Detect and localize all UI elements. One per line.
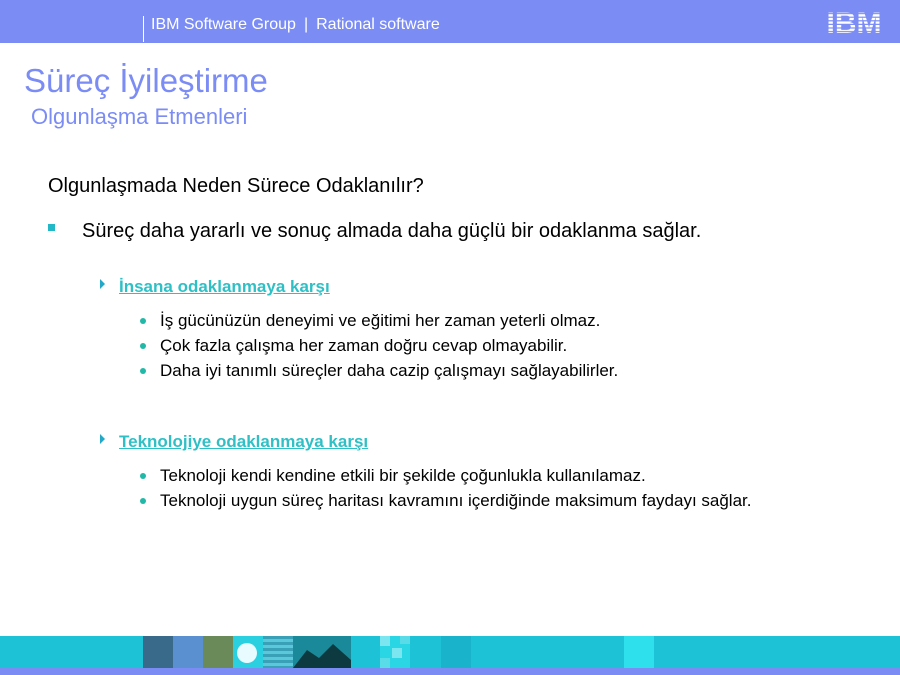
triangle-bullet-icon: [100, 434, 105, 444]
question-text: Olgunlaşmada Neden Sürece Odaklanılır?: [48, 175, 424, 197]
header-product: Rational software: [316, 16, 440, 33]
pixel-pattern-icon: [380, 636, 410, 668]
mountain-icon: [293, 636, 351, 668]
list-item-text: Teknoloji kendi kendine etkili bir şekilde çoğunlukla kullanılamaz.: [160, 466, 646, 485]
ibm-logo: [822, 7, 886, 36]
triangle-bullet-icon: [100, 279, 105, 289]
ibm-logo-text: IBM: [826, 7, 882, 36]
list-item-text: Çok fazla çalışma her zaman doğru cevap olmayabilir.: [160, 336, 568, 355]
header-group: IBM Software Group: [151, 16, 296, 33]
footer-photo-tile: [203, 636, 233, 668]
list-item: [140, 336, 820, 356]
dot-bullet-icon: [140, 318, 146, 324]
section-heading-human: [100, 277, 340, 297]
section-link-technology[interactable]: Teknolojiye odaklanmaya karşı: [119, 432, 369, 451]
slide-subtitle: Olgunlaşma Etmenleri: [31, 104, 248, 129]
dot-bullet-icon: [140, 368, 146, 374]
list-item: [140, 466, 820, 486]
dot-bullet-icon: [140, 343, 146, 349]
footer-photo-tile: [143, 636, 173, 668]
list-item-text: İş gücünüzün deneyimi ve eğitimi her zaman yeterli olmaz.: [160, 311, 601, 330]
footer-photo-tile: [263, 636, 293, 668]
section-list-technology: [140, 466, 820, 516]
list-item: [140, 361, 820, 381]
square-bullet-icon: [48, 224, 55, 231]
footer-base: [0, 668, 900, 675]
list-item-text: Teknoloji uygun süreç haritası kavramını içerdiğinde maksimum faydayı sağlar.: [160, 491, 752, 510]
list-item-text: Daha iyi tanımlı süreçler daha cazip çalışmayı sağlayabilirler.: [160, 361, 619, 380]
footer-photo-tile: [441, 636, 471, 668]
footer-photo-tile: [173, 636, 203, 668]
slide-title: Süreç İyileştirme: [24, 62, 268, 99]
footer-photo-tile: [233, 636, 263, 668]
header-separator: |: [303, 16, 309, 33]
header-bar: [0, 0, 900, 43]
header-text: [151, 16, 440, 34]
footer-photo-tile: [380, 636, 410, 668]
header-divider: [143, 16, 144, 42]
section-heading-technology: [100, 432, 368, 452]
dot-bullet-icon: [140, 498, 146, 504]
footer-photo-tile: [624, 636, 654, 668]
list-item: [140, 311, 820, 331]
footer-photo-tile: [293, 636, 351, 668]
section-list-human: [140, 311, 820, 386]
section-link-human[interactable]: İnsana odaklanmaya karşı: [119, 277, 330, 296]
main-bullet-text: Süreç daha yararlı ve sonuç almada daha güçlü bir odaklanma sağlar.: [82, 220, 702, 242]
list-item: [140, 491, 820, 511]
circle-icon: [233, 636, 263, 668]
dot-bullet-icon: [140, 473, 146, 479]
